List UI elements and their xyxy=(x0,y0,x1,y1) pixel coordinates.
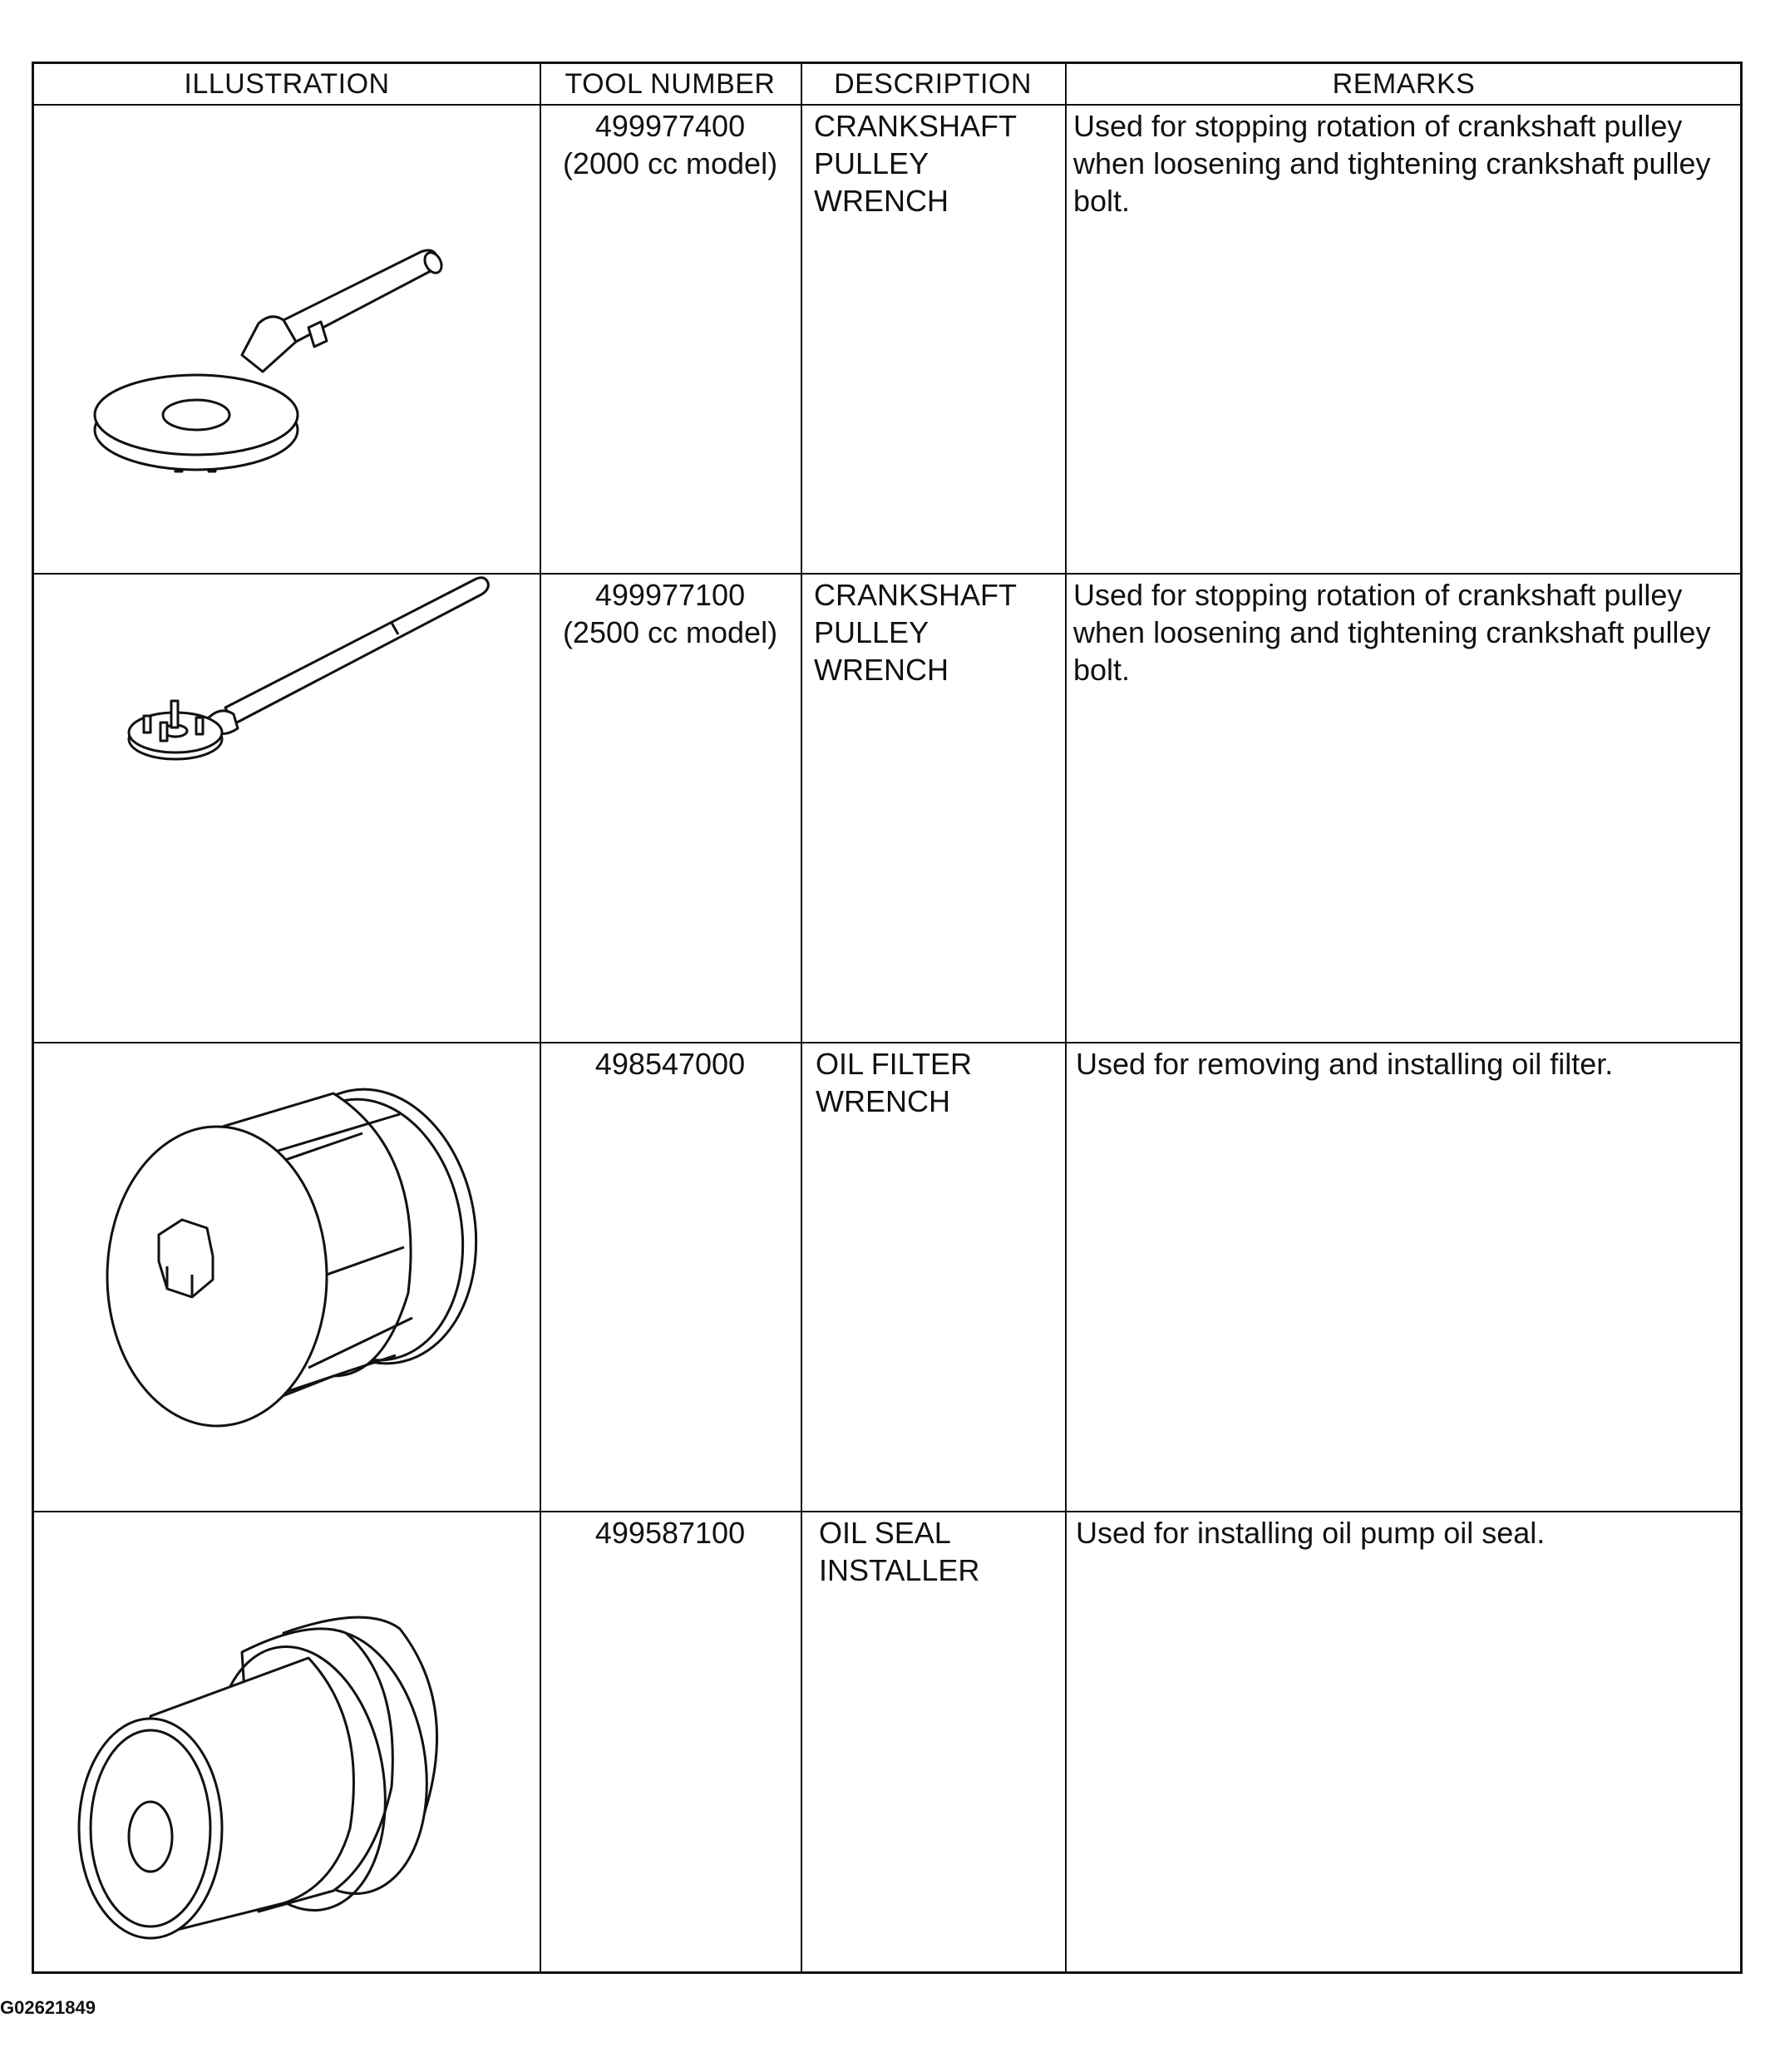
illustration-crankshaft-pulley-wrench-2500 xyxy=(34,575,540,1042)
remarks-cell: Used for installing oil pump oil seal. xyxy=(1076,1516,1546,1550)
description-cell: CRANKSHAFT PULLEY WRENCH xyxy=(814,578,1018,687)
figure-id: G02621849 xyxy=(0,1997,96,2018)
remarks-cell: Used for stopping rotation of crankshaft pulley when loosening and tightening crankshaft pulley bolt. xyxy=(1073,109,1711,218)
column-divider xyxy=(801,64,802,1971)
tool-number-cell: 499977400 (2000 cc model) xyxy=(562,109,778,180)
description-cell: OIL SEAL INSTALLER xyxy=(819,1516,980,1587)
header-remarks: REMARKS xyxy=(1332,68,1476,100)
column-divider xyxy=(1065,64,1067,1971)
header-illustration: ILLUSTRATION xyxy=(184,68,390,100)
tool-number-cell: 498547000 xyxy=(594,1047,746,1081)
oil-filter-wrench-icon xyxy=(34,1043,540,1511)
remarks-cell: Used for stopping rotation of crankshaft pulley when loosening and tightening crankshaft pulley bolt. xyxy=(1073,578,1711,687)
tool-number-cell: 499977100 (2500 cc model) xyxy=(562,578,778,649)
tool-number-cell: 499587100 xyxy=(594,1516,746,1550)
header-tool-number: TOOL NUMBER xyxy=(565,68,776,100)
column-divider xyxy=(540,64,541,1971)
illustration-oil-filter-wrench xyxy=(34,1043,540,1511)
oil-seal-installer-icon xyxy=(34,1512,540,1976)
remarks-cell: Used for removing and installing oil filter. xyxy=(1076,1047,1614,1081)
illustration-oil-seal-installer xyxy=(34,1512,540,1976)
illustration-crankshaft-pulley-wrench-2000 xyxy=(34,106,540,573)
crankshaft-pulley-wrench-long-icon xyxy=(34,575,540,1042)
description-cell: OIL FILTER WRENCH xyxy=(816,1047,973,1118)
description-cell: CRANKSHAFT PULLEY WRENCH xyxy=(814,109,1018,218)
header-description: DESCRIPTION xyxy=(834,68,1032,100)
special-tools-table xyxy=(32,62,1743,1974)
crankshaft-pulley-wrench-short-icon xyxy=(34,106,540,573)
